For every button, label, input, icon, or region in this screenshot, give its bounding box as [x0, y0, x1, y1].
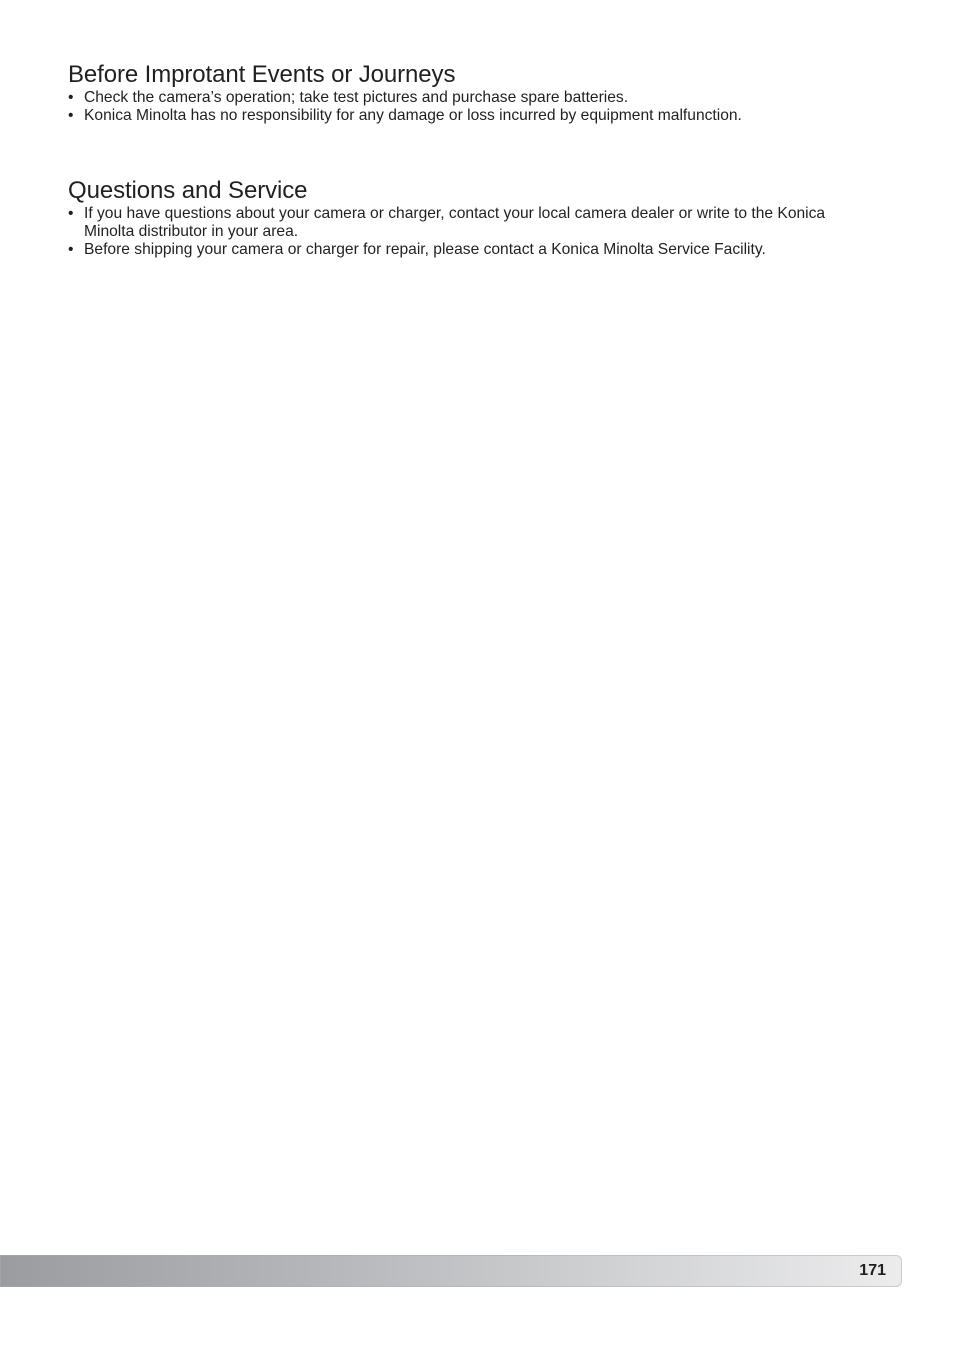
list-item	[68, 107, 868, 125]
section-important-events	[68, 61, 868, 125]
bullet-list	[68, 205, 868, 259]
bullet-icon: •	[68, 107, 74, 124]
bullet-icon: •	[68, 205, 74, 222]
bullet-icon: •	[68, 89, 74, 106]
list-item	[68, 241, 868, 259]
section-heading: Questions and Service	[68, 177, 308, 204]
bullet-list	[68, 89, 868, 125]
page-number: 171	[859, 1262, 886, 1279]
list-item	[68, 205, 868, 241]
section-questions-service	[68, 177, 868, 259]
bullet-icon: •	[68, 241, 74, 258]
page-footer-bar	[0, 1255, 902, 1287]
list-item-text: If you have questions about your camera or charger, contact your local camera dealer or write to the Konica Minolta distributor in your area.	[84, 205, 826, 240]
list-item-text: Konica Minolta has no responsibility for any damage or loss incurred by equipment malfunction.	[84, 107, 742, 124]
section-heading: Before Improtant Events or Journeys	[68, 61, 456, 88]
list-item	[68, 89, 868, 107]
list-item-text: Before shipping your camera or charger for repair, please contact a Konica Minolta Service Facility.	[84, 241, 766, 258]
list-item-text: Check the camera’s operation; take test pictures and purchase spare batteries.	[84, 89, 629, 106]
